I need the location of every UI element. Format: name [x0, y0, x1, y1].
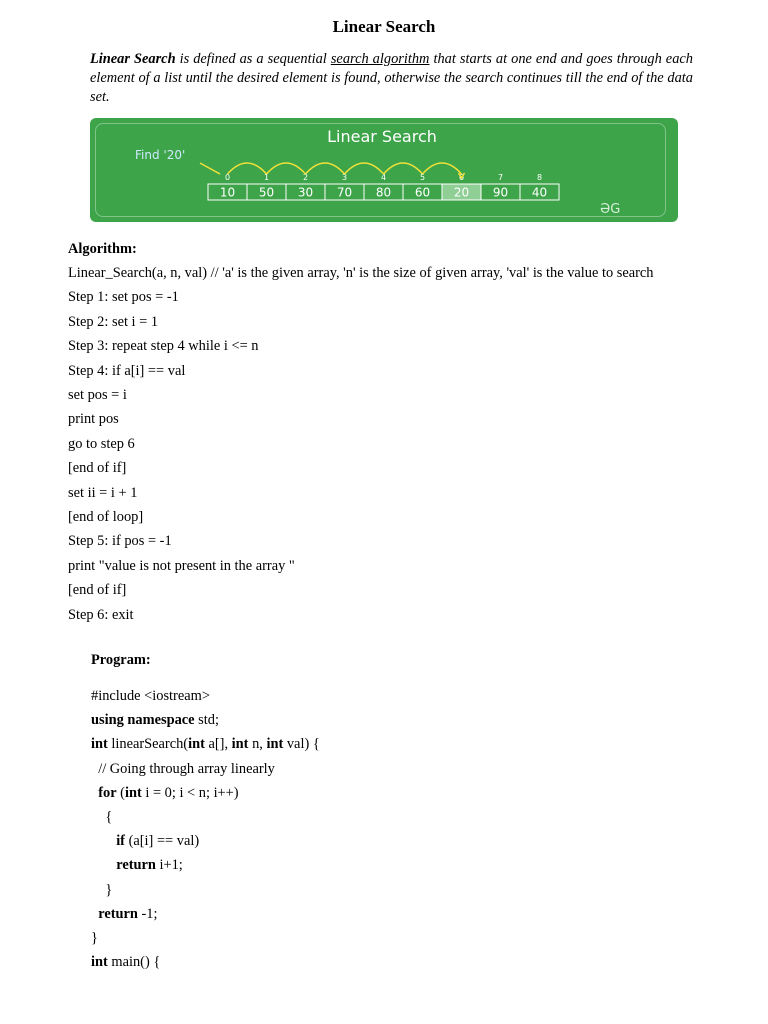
intro-text-2: that starts at one end and goes through each element of a list until the desired element is found, otherwise the search continues till the end of the data set.: [90, 51, 693, 105]
code-line: return -1;: [98, 905, 158, 922]
algorithm-line: Step 4: if a[i] == val: [68, 362, 186, 379]
code-line: }: [91, 930, 98, 946]
algorithm-line: print "value is not present in the array ": [68, 557, 295, 574]
algorithm-line: Step 6: exit: [68, 606, 134, 623]
code-line: for (int i = 0; i < n; i++): [98, 784, 239, 801]
intro-text-1: is defined as a sequential: [175, 51, 331, 67]
code-line: return i+1;: [116, 857, 183, 874]
algorithm-line: [end of loop]: [68, 509, 144, 525]
algorithm-line: set pos = i: [68, 387, 127, 403]
array-index: 3: [341, 173, 348, 182]
intro-lead: Linear Search: [90, 51, 176, 67]
algorithm-line: [end of if]: [68, 582, 127, 599]
array-value: 70: [336, 185, 353, 200]
find-pointer: [200, 163, 220, 174]
algorithm-line: print pos: [68, 411, 119, 428]
find-label: Find '20': [135, 148, 186, 162]
code-line: int linearSearch(int a[], int n, int val) {: [91, 736, 320, 753]
algorithm-heading: Algorithm:: [68, 241, 137, 257]
search-arc: [306, 163, 345, 174]
search-arc: [423, 163, 462, 174]
array-index: 7: [497, 173, 504, 182]
search-arc: [267, 163, 306, 174]
algorithm-line: set ii = i + 1: [68, 484, 138, 501]
algorithm-line: Step 3: repeat step 4 while i <= n: [68, 338, 259, 355]
array-index: 4: [380, 173, 387, 182]
algorithm-line: Step 2: set i = 1: [68, 313, 159, 330]
search-arc: [384, 163, 423, 174]
code-line: // Going through array linearly: [91, 760, 275, 777]
intro-paragraph: [90, 50, 693, 107]
code-line: }: [91, 881, 113, 898]
figure-title: Linear Search: [327, 127, 437, 146]
array-value: 40: [531, 185, 548, 200]
algorithm-line: go to step 6: [68, 435, 135, 452]
array-index: 0: [224, 173, 231, 182]
array-value: 30: [297, 185, 314, 200]
array-index: 8: [536, 173, 543, 182]
algorithm-line: Step 1: set pos = -1: [68, 289, 179, 306]
figure-drawing: [90, 118, 678, 222]
algorithm-line: Step 5: if pos = -1: [68, 533, 172, 550]
code-line: {: [91, 809, 113, 825]
code-line: #include <iostream>: [91, 688, 210, 704]
search-algorithm-link[interactable]: search algorithm: [330, 51, 430, 67]
program-heading: Program:: [91, 652, 151, 668]
logo-icon: ƏG: [600, 202, 621, 217]
algorithm-line: Linear_Search(a, n, val) // 'a' is the given array, 'n' is the size of given array, 'val' is the value to search: [68, 265, 654, 281]
search-arc: [345, 163, 384, 174]
algorithm-line: [end of if]: [68, 460, 127, 477]
array-value: 80: [375, 185, 392, 200]
array-value: 10: [219, 185, 236, 200]
linear-search-figure: [90, 118, 678, 222]
array-value: 90: [492, 185, 509, 200]
array-index: 2: [302, 173, 309, 182]
search-arc: [228, 163, 267, 174]
array-value: 50: [258, 185, 275, 200]
array-index: 6: [458, 173, 465, 182]
code-line: int main() {: [91, 954, 161, 971]
code-line: if (a[i] == val): [116, 833, 200, 850]
code-line: using namespace std;: [91, 712, 219, 729]
page-title: Linear Search: [332, 17, 436, 36]
array-value: 20: [453, 185, 470, 200]
array-value: 60: [414, 185, 431, 200]
array-index: 5: [419, 173, 426, 182]
array-index: 1: [263, 173, 270, 182]
